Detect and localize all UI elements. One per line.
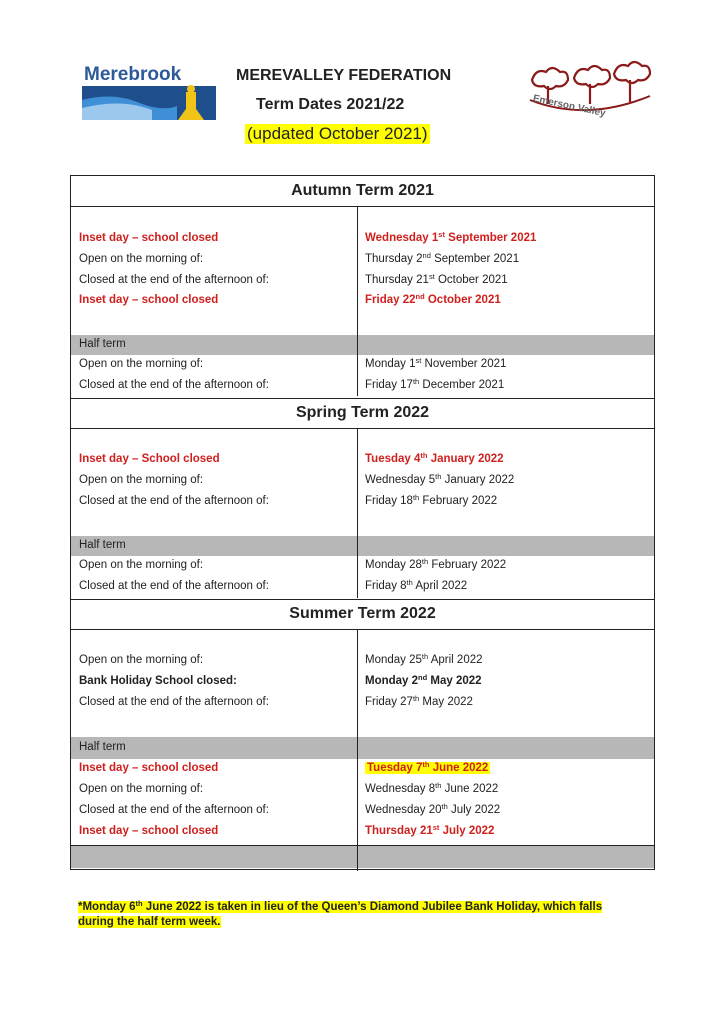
summer-row-label: Bank Holiday School closed:	[79, 675, 237, 687]
term-dates-table	[70, 175, 655, 870]
summer-half-row-label: Closed at the end of the afternoon of:	[79, 804, 269, 816]
autumn-half-row-date: Friday 17th December 2021	[365, 377, 505, 391]
summer-row-label: Open on the morning of:	[79, 654, 204, 666]
spring-row-label: Inset day – School closed	[79, 453, 220, 465]
autumn-half-term-band	[71, 335, 654, 355]
column-divider	[357, 737, 358, 759]
autumn-row-date: Thursday 21st October 2021	[365, 272, 508, 286]
spring-row-label: Closed at the end of the afternoon of:	[79, 495, 269, 507]
column-divider	[357, 429, 358, 598]
spring-row-date: Friday 18th February 2022	[365, 493, 498, 507]
summer-half-row-date: Wednesday 8th June 2022	[365, 781, 499, 795]
emerson-valley-logo-text: Emerson Valley	[531, 93, 607, 120]
merebrook-logo-text: Merebrook	[84, 64, 182, 85]
autumn-half-term-label: Half term	[79, 338, 126, 350]
spring-half-term-label: Half term	[79, 539, 126, 551]
autumn-term-heading: Autumn Term 2021	[71, 176, 654, 207]
autumn-row-date: Friday 22nd October 2021	[365, 292, 501, 306]
spring-row-label: Open on the morning of:	[79, 474, 204, 486]
spring-half-row-date: Monday 28th February 2022	[365, 557, 507, 571]
autumn-half-row-date: Monday 1st November 2021	[365, 356, 507, 370]
column-divider	[357, 536, 358, 556]
spring-half-term-band	[71, 536, 654, 556]
autumn-row-label: Closed at the end of the afternoon of:	[79, 274, 269, 286]
spring-row-date: Tuesday 4th January 2022	[365, 451, 504, 465]
summer-half-row-label: Inset day – school closed	[79, 762, 219, 774]
updated-note: (updated October 2021)	[247, 124, 428, 143]
autumn-row-date: Wednesday 1st September 2021	[365, 230, 537, 244]
summer-half-row-date: Tuesday 7th June 2022	[367, 760, 489, 774]
jubilee-footnote: *Monday 6th June 2022 is taken in lieu of the Queen’s Diamond Jubilee Bank Holiday, which falls during the half term week.	[78, 899, 603, 928]
autumn-row-label: Open on the morning of:	[79, 253, 204, 265]
term-dates-subtitle: Term Dates 2021/22	[256, 96, 405, 113]
summer-row-date: Monday 25th April 2022	[365, 652, 483, 666]
summer-half-row-label: Inset day – school closed	[79, 825, 219, 837]
summer-row-date: Monday 2nd May 2022	[365, 673, 482, 687]
emerson-valley-logo	[526, 60, 660, 122]
autumn-half-row-label: Open on the morning of:	[79, 358, 204, 370]
summer-row-date: Friday 27th May 2022	[365, 694, 473, 708]
summer-half-row-date: Wednesday 20th July 2022	[365, 802, 501, 816]
autumn-half-row-label: Closed at the end of the afternoon of:	[79, 379, 269, 391]
autumn-row-date: Thursday 2nd September 2021	[365, 251, 520, 265]
spring-half-row-label: Open on the morning of:	[79, 559, 204, 571]
spring-half-row-date: Friday 8th April 2022	[365, 578, 468, 592]
spring-half-row-label: Closed at the end of the afternoon of:	[79, 580, 269, 592]
federation-title: MEREVALLEY FEDERATION	[236, 67, 452, 84]
merebrook-logo	[82, 62, 216, 120]
autumn-row-label: Inset day – school closed	[79, 232, 219, 244]
column-divider	[357, 335, 358, 355]
summer-half-term-label: Half term	[79, 741, 126, 753]
summer-half-row-label: Open on the morning of:	[79, 783, 204, 795]
summer-half-row-date: Thursday 21st July 2022	[365, 823, 495, 837]
summer-term-heading: Summer Term 2022	[71, 599, 654, 630]
spring-row-date: Wednesday 5th January 2022	[365, 472, 515, 486]
summer-half-term-band	[71, 737, 654, 759]
summer-row-label: Closed at the end of the afternoon of:	[79, 696, 269, 708]
column-divider	[357, 846, 358, 868]
autumn-row-label: Inset day – school closed	[79, 294, 219, 306]
bottom-grey-band	[71, 846, 654, 868]
column-divider	[357, 207, 358, 396]
spring-term-heading: Spring Term 2022	[71, 398, 654, 429]
